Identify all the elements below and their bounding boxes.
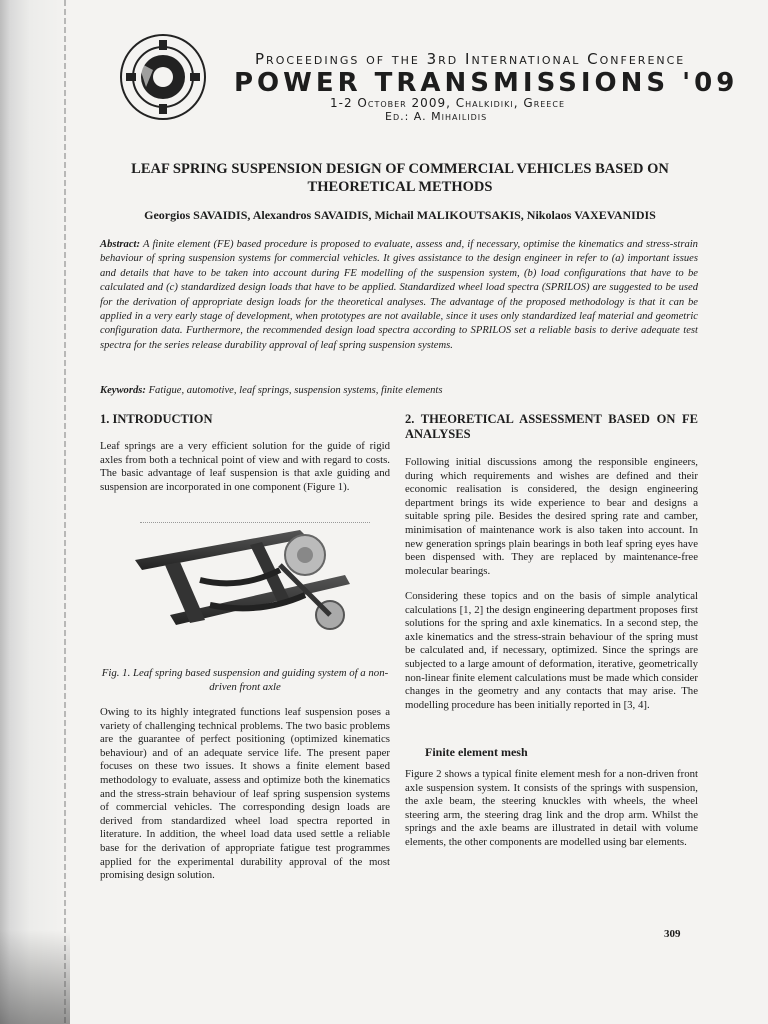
- abstract-label: Abstract:: [100, 239, 141, 250]
- section-2-para-2-text: Considering these topics and on the basis of simple analytical calculations [1, 2] the design engineering department proposes first solutions for the spring and axle kinematics. In a second step, the axle kinematics and the stress-strain behaviour of the spring must be calculated and, if necessary, optimized. Since the springs are subjected to a large amount of deformation, iterative, geometrically non-linear finite element calculations must be made which consider changes in the geometry and any contacts that may arise. The modelling procedure has been initially reported in [3, 4].: [405, 590, 698, 711]
- keywords-text: Fatigue, automotive, leaf springs, suspension systems, finite elements: [148, 385, 443, 396]
- section-2-para-3-text: Figure 2 shows a typical finite element mesh for a non-driven front axle suspension system. It consists of the springs with suspension, the axle beam, the steering knuckles with wheels, the wheel steering arm, the steering drag link and the drop arm. Whilst the springs and the axle beams are illustrated in detail with volume elements, the other components are modelled using bar elements.: [405, 768, 698, 848]
- figure-1-caption: Fig. 1. Leaf spring based suspension and guiding system of a non-driven front axle: [101, 667, 389, 693]
- figure-1-suspension-image: [130, 520, 360, 645]
- section-1-para-1-text: Leaf springs are a very efficient solution for the guide of rigid axles from both a technical point of view and with regard to costs. The basic advantage of leaf suspension is that axle guiding and suspension are incorporated in one component (Figure 1).: [100, 440, 390, 493]
- conference-editor: Ed.: A. Mihailidis: [385, 110, 488, 123]
- section-2-paragraph-2: [405, 590, 698, 712]
- section-2-paragraph-3: [405, 768, 698, 850]
- section-1-paragraph-2: [100, 706, 390, 883]
- scan-edge-shadow: [0, 0, 70, 1024]
- finite-element-mesh-heading-block: [405, 746, 698, 760]
- page-number: 309: [664, 928, 681, 940]
- section-2-heading-block: [405, 412, 698, 442]
- abstract-text: A finite element (FE) based procedure is proposed to evaluate, assess and, if necessary, optimise the kinematics and stress-strain behaviour of spring suspension systems for commercial vehicles. It gives assistance to the design engineer in refer to (a) important issues and details that have to be taken into account during FE modelling of the suspension system, (b) load configurations that have to be calculated and (c) standardized design loads that have to be applied. Standardized wheel load spectra (SPRILOS) are suggested to be used for the derivation of appropriate design loads for the theoretical analyses. The advantage of the proposed methodology is that it can be applied in a very early stage of development, when prototypes are not available, since it uses only standardized leaf material and geometric configuration data. Furthermore, the recommended design load spectra according to SPRILOS set a reliable basis to derive adequate test spectra for the series release durability approval of leaf spring suspension systems.: [100, 239, 698, 351]
- section-2-paragraph-1: [405, 456, 698, 578]
- paper-authors: Georgios SAVAIDIS, Alexandros SAVAIDIS, Michail MALIKOUTSAKIS, Nikolaos VAXEVANIDIS: [144, 208, 656, 222]
- section-1-heading: 1. INTRODUCTION: [100, 412, 213, 426]
- section-1-paragraph-1: [100, 440, 390, 494]
- conference-proceedings-line: Proceedings of the 3rd International Conference: [255, 50, 686, 68]
- section-1-heading-block: [100, 412, 390, 427]
- keywords-label: Keywords:: [100, 385, 146, 396]
- conference-title: POWER TRANSMISSIONS '09: [234, 68, 739, 98]
- section-2-heading: 2. THEORETICAL ASSESSMENT BASED ON FE ANALYSES: [405, 412, 698, 441]
- abstract: [100, 238, 698, 353]
- paper-title: LEAF SPRING SUSPENSION DESIGN OF COMMERCIAL VEHICLES BASED ON THEORETICAL METHODS: [131, 161, 669, 195]
- section-1-para-2-text: Owing to its highly integrated functions leaf suspension poses a variety of challenging technical problems. The two basic problems are the guarantee of perfect positioning (optimized kinematics behaviour) and of an adequate service life. The present paper focuses on these two issues. It shows a finite element based methodology to evaluate, assess and optimize both the kinematics and the stress-strain behaviour of leaf spring suspension systems of commercial vehicles. The corresponding design loads are derived from standardized wheel load spectra reported in literature. In addition, the wheel load data used settle a reliable base for the derivation of appropriate fatigue test programmes applied for the experimental durability approval of the most promising design solution.: [100, 706, 390, 882]
- scan-corner-shadow: [0, 930, 70, 1024]
- conference-logo: [118, 32, 208, 122]
- keywords: [100, 385, 698, 396]
- section-2-para-1-text: Following initial discussions among the responsible engineers, during which requirements and wishes are defined and their economic realisation is considered, the design engineering department brings its wide experience to bear and designs a suitable spring pile. Besides the desired spring rate and camber, minimisation of maintenance work is also taken into account. In new generation springs plain bearings in both leaf spring eyes have been dispensed with. They are replaced by maintenance-free molecular bearings.: [405, 456, 698, 577]
- finite-element-mesh-heading: Finite element mesh: [425, 745, 528, 759]
- conference-date-location: 1-2 October 2009, Chalkidiki, Greece: [330, 96, 566, 110]
- scan-binding-line: [64, 0, 66, 1024]
